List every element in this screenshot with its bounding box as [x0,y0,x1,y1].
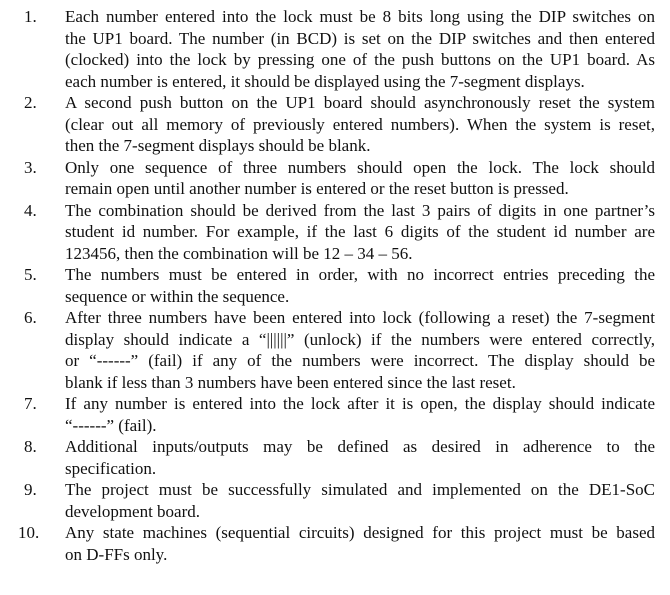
list-item [0,307,670,393]
list-item-text [65,264,655,307]
list-item [0,522,670,565]
text-line: student id number. For example, if the last 6 digits of the student id number are [65,222,655,241]
list-item [0,92,670,157]
text-line: development board. [65,501,201,521]
list-item-text [65,92,655,157]
list-item-number: 6. [24,308,37,327]
list-item [0,6,670,92]
text-line: Additional inputs/outputs may be defined as desired in adherence to the [65,437,655,456]
list-item-number: 5. [24,265,37,284]
list-item-text [65,436,655,479]
text-line: Any state machines (sequential circuits) designed for this project must be based [65,523,655,542]
text-line: The project must be successfully simulated and implemented on the DE1-SoC [65,480,655,499]
list-item-text [65,6,655,92]
list-item [0,264,670,307]
requirements-list [0,6,670,565]
text-line: (clocked) into the lock by pressing one of the push buttons on the UP1 board. As [65,50,655,69]
list-item-number: 2. [24,93,37,112]
text-line: sequence or within the sequence. [65,286,290,306]
text-line: the UP1 board. The number (in BCD) is set on the DIP switches and then entered [65,28,655,48]
text-line: specification. [65,458,157,478]
list-item-number: 8. [24,437,37,456]
text-line: After three numbers have been entered into lock (following a reset) the 7-segment [65,308,655,327]
text-line: Only one sequence of three numbers should open the lock. The lock should [65,157,655,177]
list-item-number: 9. [24,480,37,499]
list-item-text [65,393,655,436]
text-line: remain open until another number is entered or the reset button is pressed. [65,179,569,198]
list-item-number: 1. [24,7,37,26]
text-line: “------” (fail). [65,415,157,435]
list-item-number: 7. [24,394,37,413]
text-line: The numbers must be entered in order, with no incorrect entries preceding the [65,265,655,284]
list-item [0,200,670,265]
text-line: If any number is entered into the lock after it is open, the display should indicate [65,394,655,413]
text-line: each number is entered, it should be displayed using the 7-segment displays. [65,71,585,91]
list-item [0,479,670,522]
list-item-number: 3. [24,157,37,177]
text-line: (clear out all memory of previously entered numbers). When the system is reset, [65,114,655,134]
list-item-text [65,522,655,565]
text-line: then the 7-segment displays should be blank. [65,136,371,155]
list-item-number: 4. [24,200,37,220]
text-line: or “------” (fail) if any of the numbers were incorrect. The display should be [65,351,655,370]
text-line: display should indicate a “||||||” (unlock) if the numbers were entered correctly, [65,329,655,349]
text-line: The combination should be derived from the last 3 pairs of digits in one partner’s [65,200,655,220]
text-line: on D-FFs only. [65,544,168,564]
list-item-text [65,157,655,200]
list-item-text [65,307,655,393]
list-item-text [65,200,655,265]
text-line: 123456, then the combination will be 12 – 34 – 56. [65,243,413,263]
text-line: A second push button on the UP1 board should asynchronously reset the system [65,93,655,112]
list-item [0,393,670,436]
list-item [0,157,670,200]
list-item-number: 10. [18,523,40,542]
text-line: Each number entered into the lock must be 8 bits long using the DIP switches on [65,7,655,26]
list-item [0,436,670,479]
text-line: blank if less than 3 numbers have been entered since the last reset. [65,372,516,392]
list-item-text [65,479,655,522]
